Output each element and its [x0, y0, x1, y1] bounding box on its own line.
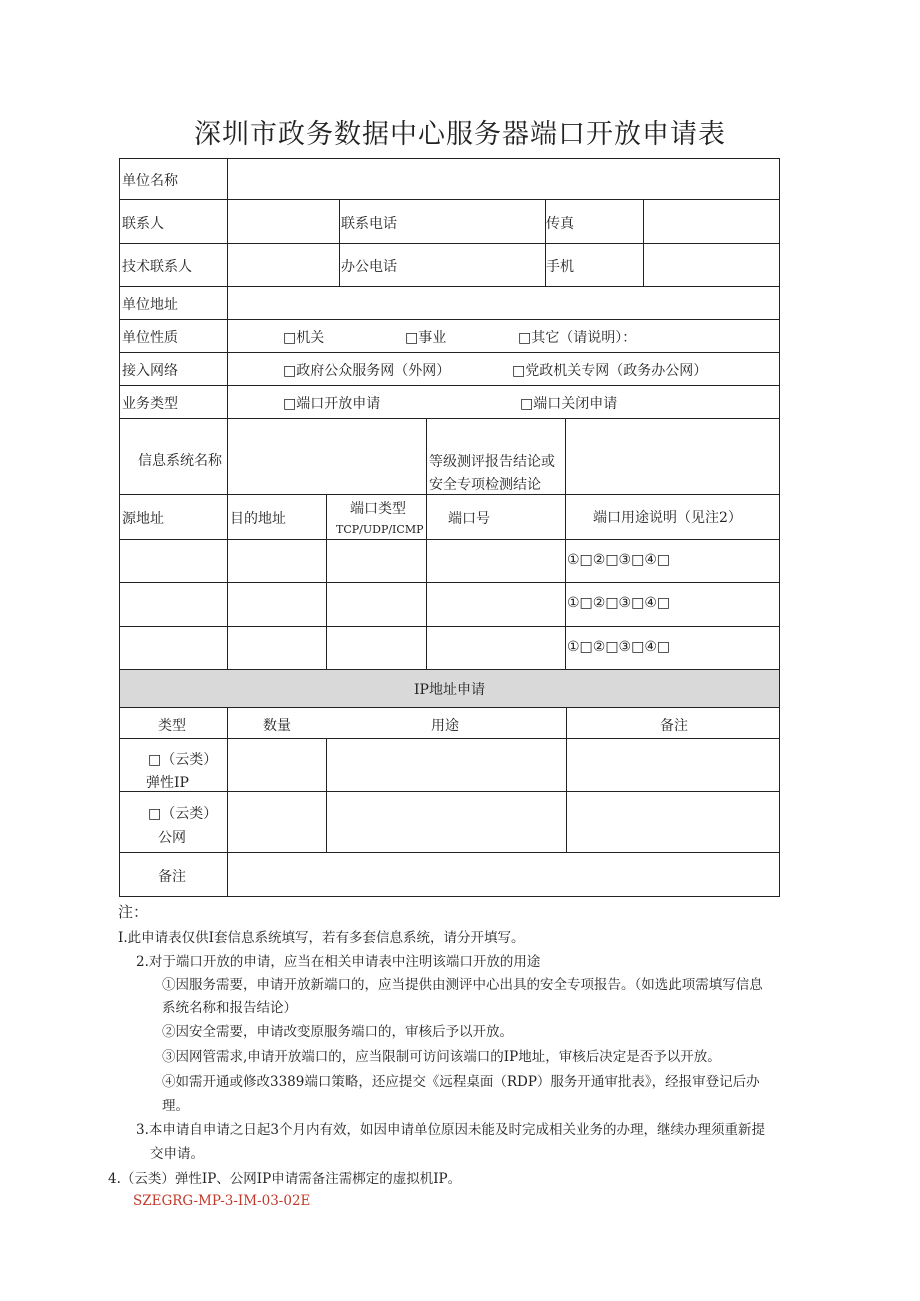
- col-port-no-header: 端口号: [448, 511, 490, 527]
- notes-heading: 注：: [118, 903, 149, 921]
- tech-contact-label: 技术联系人: [122, 259, 192, 275]
- application-form: [119, 158, 780, 897]
- usage-choice-row3[interactable]: ①□②□③□④□: [567, 639, 671, 655]
- ip-section-title: IP地址申请: [414, 682, 485, 698]
- fax-label: 传真: [546, 216, 574, 232]
- note-3-line1: 3.本申请自申请之日起3个月内有效，如因申请单位原因未能及时完成相关业务的办理，继续办理须重新提: [136, 1122, 765, 1138]
- system-name-label: 信息系统名称: [138, 453, 222, 469]
- ip-row-elastic-line1[interactable]: □（云类）: [148, 752, 218, 768]
- ip-col-type: 类型: [158, 718, 186, 734]
- unit-nature-label: 单位性质: [122, 330, 178, 346]
- col-port-type-sub: TCP/UDP/ICMP: [336, 523, 424, 536]
- nature-option-other[interactable]: □其它（请说明）：: [518, 330, 637, 346]
- usage-choice-row1[interactable]: ①□②□③□④□: [567, 552, 671, 568]
- nature-option-public[interactable]: □事业: [405, 330, 447, 346]
- usage-choice-row2[interactable]: ①□②□③□④□: [567, 595, 671, 611]
- col-src-header: 源地址: [122, 511, 164, 527]
- access-network-label: 接入网络: [122, 363, 178, 379]
- assessment-label-line2: 安全专项检测结论: [429, 477, 541, 493]
- unit-address-label: 单位地址: [122, 297, 178, 313]
- ip-row-public-line1[interactable]: □（云类）: [148, 806, 218, 822]
- business-type-label: 业务类型: [122, 396, 178, 412]
- ip-col-remark: 备注: [660, 718, 688, 734]
- note-2a-line2: 系统名称和报告结论）: [162, 1000, 297, 1016]
- ip-col-use: 用途: [431, 718, 459, 734]
- contact-label: 联系人: [122, 216, 164, 232]
- note-2a-line1: ①因服务需要，申请开放新端口的，应当提供由测评中心出具的安全专项报告。（如选此项需填写信息: [162, 977, 763, 993]
- note-2: 2.对于端口开放的申请，应当在相关申请表中注明该端口开放的用途: [136, 954, 541, 970]
- col-usage-header: 端口用途说明（见注2）: [593, 510, 742, 526]
- ip-row-elastic-line2: 弹性IP: [146, 775, 189, 791]
- business-option-close[interactable]: □端口关闭申请: [520, 396, 618, 412]
- business-option-open[interactable]: □端口开放申请: [283, 396, 381, 412]
- note-2d-line2: 理。: [162, 1098, 189, 1114]
- ip-col-qty: 数量: [263, 718, 291, 734]
- note-1: I.此申请表仅供I套信息系统填写，若有多套信息系统，请分开填写。: [118, 930, 525, 946]
- network-option-public[interactable]: □政府公众服务网（外网）: [283, 363, 451, 379]
- note-3-line2: 交申请。: [150, 1146, 204, 1162]
- form-code: SZEGRG-MP-3-IM-03-02E: [133, 1193, 311, 1209]
- page-title: 深圳市政务数据中心服务器端口开放申请表: [194, 119, 726, 150]
- note-2b: ②因安全需要，申请改变原服务端口的，审核后予以开放。: [162, 1024, 513, 1040]
- note-2c: ③因网管需求,申请开放端口的，应当限制可访问该端口的IP地址，审核后决定是否予以开放。: [162, 1049, 721, 1065]
- nature-option-gov[interactable]: □机关: [283, 330, 325, 346]
- unit-name-label: 单位名称: [122, 173, 178, 189]
- office-phone-label: 办公电话: [341, 259, 397, 275]
- remark-label: 备注: [158, 869, 186, 885]
- col-dst-header: 目的地址: [230, 511, 286, 527]
- note-4: 4.（云类）弹性IP、公网IP申请需备注需梆定的虚拟机IP。: [108, 1171, 462, 1187]
- ip-row-public-line2: 公网: [158, 830, 186, 846]
- assessment-label-line1: 等级测评报告结论或: [429, 454, 555, 470]
- network-option-party[interactable]: □党政机关专网（政务办公网）: [512, 363, 708, 379]
- mobile-label: 手机: [546, 259, 574, 275]
- col-port-type-header: 端口类型: [350, 501, 406, 517]
- note-2d-line1: ④如需开通或修改3389端口策略，还应提交《远程桌面（RDP）服务开通审批表》，经报审登记后办: [162, 1074, 760, 1090]
- contact-phone-label: 联系电话: [341, 216, 397, 232]
